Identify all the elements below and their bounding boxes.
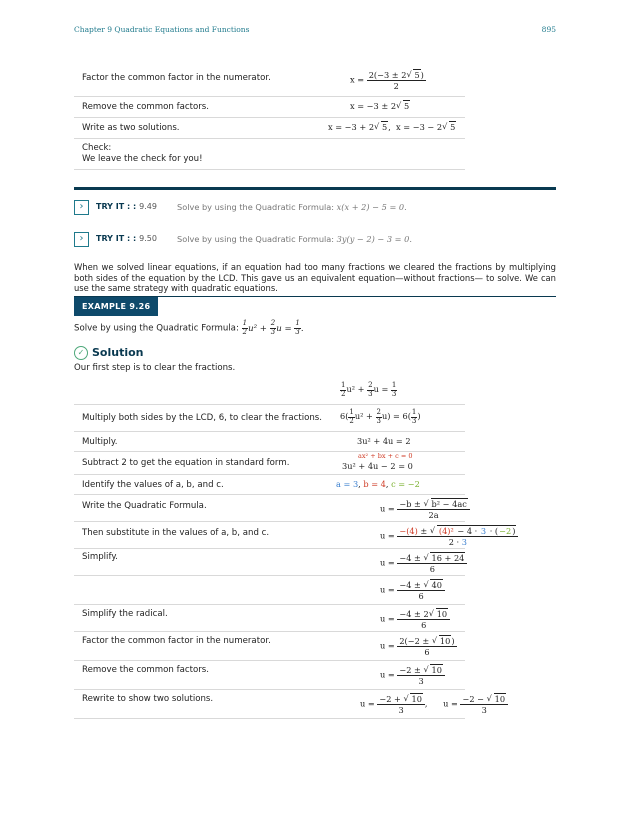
- table-row: [74, 495, 465, 522]
- step-math: u = $\frac{\text{−b ± √ b² − 4ac}}{2a}$: [380, 499, 470, 520]
- step-math: u = $\frac{-2 \pm √ 10}{3}$: [380, 665, 445, 686]
- step-text: Simplify the radical.: [82, 609, 168, 619]
- table-row: [74, 380, 465, 405]
- table-row: [74, 549, 465, 576]
- try-it-9-49: [74, 198, 556, 218]
- chevron-right-icon[interactable]: ›: [74, 200, 89, 215]
- table-row: [74, 475, 465, 495]
- step-math: a = 3, b = 4, c = −2: [336, 479, 420, 489]
- step-math: 3u² + 4u − 2 = 0: [342, 461, 413, 471]
- table-row: [74, 66, 465, 97]
- step-math: x = −3 ± 2√ 5: [350, 101, 410, 111]
- table-row: [74, 690, 506, 719]
- table-row: [74, 405, 465, 432]
- top-solution-table: [74, 66, 465, 170]
- table-row: [74, 522, 516, 549]
- step-text: Write as two solutions.: [82, 123, 180, 133]
- try-it-9-50: [74, 230, 556, 250]
- step-text: Simplify.: [82, 552, 118, 562]
- running-header: [74, 25, 556, 37]
- page-number: 895: [541, 25, 556, 34]
- chevron-right-icon[interactable]: ›: [74, 232, 89, 247]
- try-it-problem: Solve by using the Quadratic Formula: 3y(y − 2) − 3 = 0.: [177, 234, 412, 244]
- step-math: x = −3 + 2√ 5, x = −3 − 2√ 5: [328, 122, 456, 132]
- try-it-label: TRY IT : : 9.50: [96, 234, 157, 243]
- check-circle-icon: ✓: [74, 346, 88, 360]
- step-text: Subtract 2 to get the equation in standard form.: [82, 458, 290, 468]
- step-math: $\frac{1}{2}$ u² + $\frac{2}{3}$ u = $\frac{1}{3}$: [341, 381, 397, 398]
- step-text: Remove the common factors.: [82, 102, 209, 112]
- table-row: [74, 432, 465, 452]
- table-row: [74, 661, 465, 690]
- step-text: Factor the common factor in the numerator.: [82, 73, 271, 83]
- check-note: We leave the check for you!: [82, 154, 203, 164]
- step-text: Factor the common factor in the numerator.: [82, 636, 271, 646]
- step-text: Write the Quadratic Formula.: [82, 501, 207, 511]
- step-text: Then substitute in the values of a, b, and c.: [82, 528, 270, 538]
- step-text: Rewrite to show two solutions.: [82, 694, 214, 704]
- table-row: [74, 605, 465, 632]
- table-row: [74, 139, 465, 170]
- step-math: u = $\frac{-4 \pm √ 16 + 24}{6}$: [380, 553, 467, 574]
- try-it-problem: Solve by using the Quadratic Formula: x(x + 2) − 5 = 0.: [177, 202, 407, 212]
- example-tag: EXAMPLE 9.26: [74, 297, 158, 316]
- chapter-title: Chapter 9 Quadratic Equations and Functions: [74, 25, 250, 34]
- table-row: [74, 97, 465, 118]
- step-math: x = $\frac{2(-3 \pm 2√ 5)}{2}$: [350, 70, 426, 91]
- step-math: 3u² + 4u = 2: [357, 436, 411, 446]
- section-divider: [74, 187, 556, 190]
- example-header: [74, 296, 556, 316]
- table-row: [74, 632, 465, 661]
- step-math: u = $\frac{\text{−(4) ± √ (4)² − 4 · 3 · (−2)}}{2 \cdot 3}$: [380, 526, 518, 547]
- solution-intro: Our first step is to clear the fractions.: [74, 363, 236, 373]
- table-row: [74, 452, 465, 475]
- solution-table: [74, 380, 516, 719]
- example-prompt: Solve by using the Quadratic Formula: $\frac{1}{2}$ u² + $\frac{2}{3}$ u = $\frac{1}{3}$ .: [74, 319, 304, 336]
- step-text: Multiply both sides by the LCD, 6, to clear the fractions.: [82, 413, 322, 423]
- step-math: 6( $\frac{1}{2}$ u² + $\frac{2}{3}$ u) = 6( $\frac{1}{3}$ ): [340, 408, 421, 425]
- table-row: [74, 576, 465, 605]
- table-row: [74, 118, 465, 139]
- standard-form-template: ax² + bx + c = 0: [358, 452, 413, 460]
- step-text: Multiply.: [82, 437, 118, 447]
- step-text: Remove the common factors.: [82, 665, 209, 675]
- try-it-label: TRY IT : : 9.49: [96, 202, 157, 211]
- step-math: u = $\frac{-2 + √ 10}{3}$ , u = $\frac{-2 - √ 10}{3}$: [360, 694, 508, 715]
- check-label: Check:: [82, 143, 112, 153]
- intro-paragraph: When we solved linear equations, if an equation had too many fractions we cleared the fractions by multiplying both sides of the equation by the LCD. This gave us an equivalent equation—without fractions— to solve. We can use the same strategy with quadratic equations.: [74, 262, 556, 293]
- step-math: u = $\frac{-4 \pm 2√ 10}{6}$: [380, 609, 450, 630]
- step-math: u = $\frac{-4 \pm √ 40}{6}$: [380, 580, 445, 601]
- step-math: u = $\frac{2(-2 \pm √ 10)}{6}$: [380, 636, 457, 657]
- step-text: Identify the values of a, b, and c.: [82, 480, 224, 490]
